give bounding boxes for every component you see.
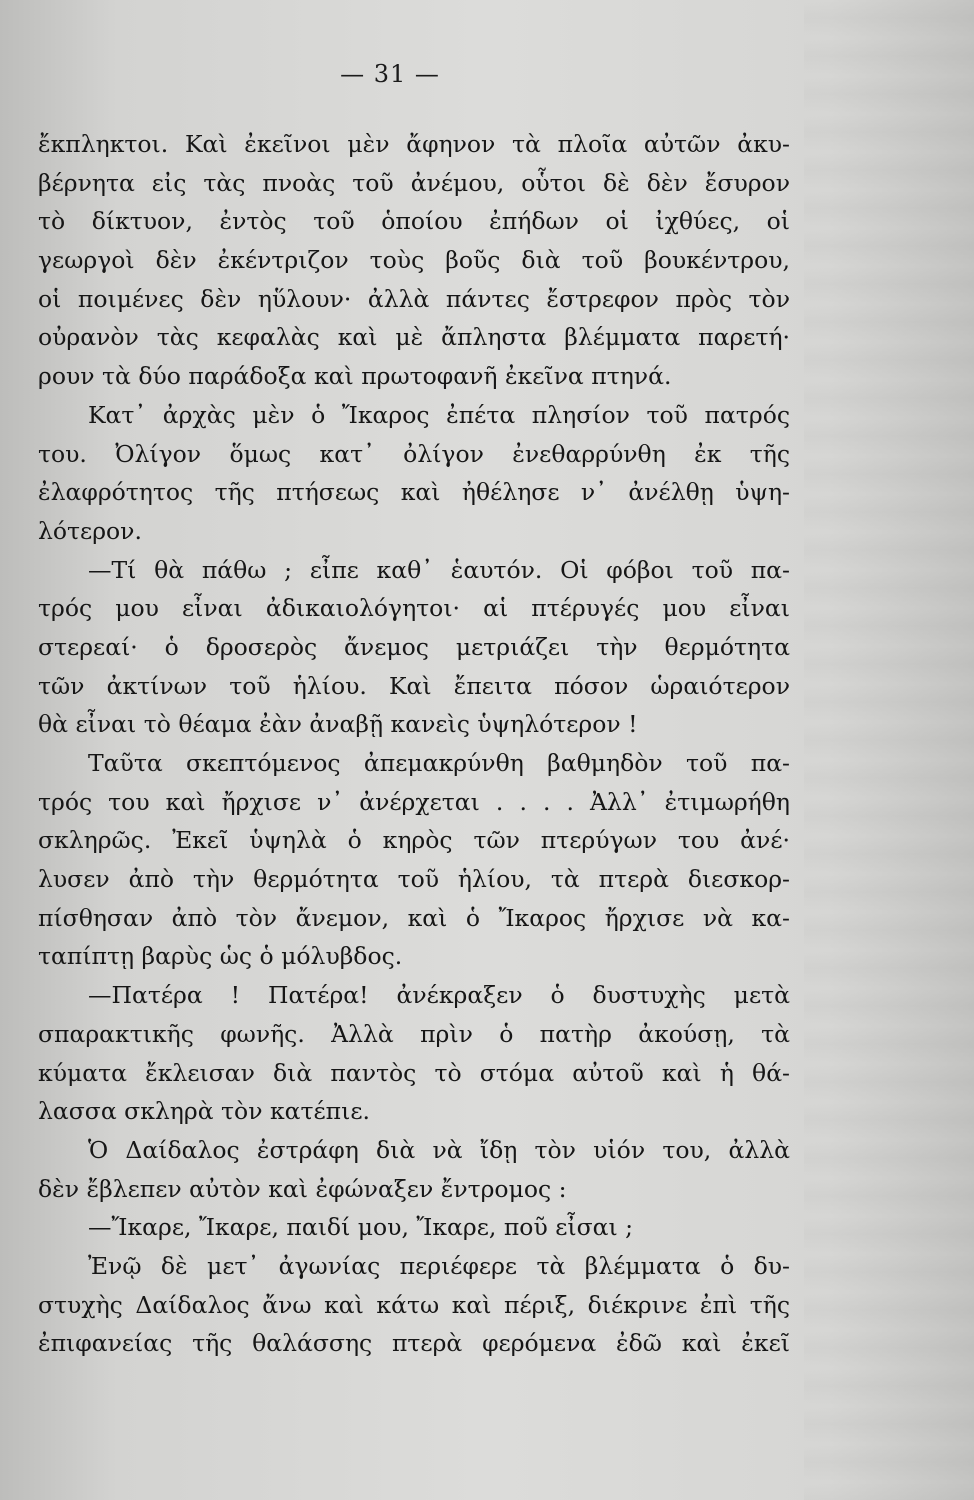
text-line: —Τί θὰ πάθω ; εἶπε καθ᾿ ἑαυτόν. Οἱ φόβοι τοῦ πα- — [88, 555, 790, 584]
text-line: σπαρακτικῆς φωνῆς. Ἀλλὰ πρὶν ὁ πατὴρ ἀκούσῃ, τὰ — [38, 1019, 790, 1048]
text-line: θὰ εἶναι τὸ θέαμα ἐὰν ἀναβῇ κανεὶς ὑψηλότερον ! — [38, 710, 638, 739]
text-line: στερεαί· ὁ δροσερὸς ἄνεμος μετριάζει τὴν θερμότητα — [38, 632, 790, 661]
body-text — [38, 125, 790, 1363]
text-line: τρός του καὶ ἤρχισε ν᾿ ἀνέρχεται . . . . Ἀλλ᾿ ἐτιμωρήθη — [38, 787, 790, 816]
show-through-shadow — [804, 0, 974, 1500]
text-line: Ταῦτα σκεπτόμενος ἀπεμακρύνθη βαθμηδὸν τοῦ πα- — [88, 749, 790, 777]
text-line: βέρνητα εἰς τὰς πνοὰς τοῦ ἀνέμου, οὗτοι δὲ δὲν ἔσυρον — [38, 168, 790, 197]
text-line: κύματα ἔκλεισαν διὰ παντὸς τὸ στόμα αὐτοῦ καὶ ἡ θά- — [38, 1058, 790, 1087]
text-line: σκληρῶς. Ἐκεῖ ὑψηλὰ ὁ κηρὸς τῶν πτερύγων του ἀνέ· — [38, 826, 790, 855]
text-line: στυχὴς Δαίδαλος ἄνω καὶ κάτω καὶ πέριξ, διέκρινε ἐπὶ τῆς — [38, 1290, 790, 1319]
text-line: οἱ ποιμένες δὲν ηὕλουν· ἀλλὰ πάντες ἔστρεφον πρὸς τὸν — [38, 284, 790, 313]
text-line: ρουν τὰ δύο παράδοξα καὶ πρωτοφανῆ ἐκεῖνα πτηνά. — [38, 362, 672, 391]
text-line: δὲν ἔβλεπεν αὐτὸν καὶ ἐφώναξεν ἔντρομος : — [38, 1174, 567, 1203]
text-line: τρός μου εἶναι ἀδικαιολόγητοι· αἱ πτέρυγές μου εἶναι — [38, 594, 790, 623]
text-line: λυσεν ἀπὸ τὴν θερμότητα τοῦ ἡλίου, τὰ πτερὰ διεσκορ- — [38, 865, 790, 894]
page-number: — 31 — — [340, 60, 440, 88]
text-line: ταπίπτῃ βαρὺς ὡς ὁ μόλυβδος. — [38, 942, 403, 971]
text-line: Κατ᾿ ἀρχὰς μὲν ὁ Ἴκαρος ἐπέτα πλησίον τοῦ πατρός — [88, 400, 790, 429]
text-line: πίσθησαν ἀπὸ τὸν ἄνεμον, καὶ ὁ Ἴκαρος ἤρχισε νὰ κα- — [38, 903, 790, 932]
text-line: ἐλαφρότητος τῆς πτήσεως καὶ ἠθέλησε ν᾿ ἀνέλθῃ ὑψη- — [38, 478, 790, 507]
text-line: Ἐνῷ δὲ μετ᾿ ἀγωνίας περιέφερε τὰ βλέμματα ὁ δυ- — [88, 1251, 790, 1280]
text-line: τῶν ἀκτίνων τοῦ ἡλίου. Καὶ ἔπειτα πόσον ὡραιότερον — [38, 671, 790, 700]
text-line: λότερον. — [38, 516, 142, 545]
text-line: —Πατέρα ! Πατέρα! ἀνέκραξεν ὁ δυστυχὴς μετὰ — [88, 981, 790, 1010]
text-line: Ὁ Δαίδαλος ἐστράφη διὰ νὰ ἴδῃ τὸν υἱόν του, ἀλλὰ — [88, 1135, 790, 1164]
text-line: γεωργοὶ δὲν ἐκέντριζον τοὺς βοῦς διὰ τοῦ βουκέντρου, — [38, 246, 790, 275]
text-line: οὐρανὸν τὰς κεφαλὰς καὶ μὲ ἄπληστα βλέμματα παρετή· — [38, 323, 790, 352]
text-line: λασσα σκληρὰ τὸν κατέπιε. — [38, 1097, 370, 1126]
text-line: τὸ δίκτυον, ἐντὸς τοῦ ὁποίου ἐπήδων οἱ ἰχθύες, οἱ — [38, 207, 790, 236]
text-line: —Ἴκαρε, Ἴκαρε, παιδί μου, Ἴκαρε, ποῦ εἶσαι ; — [88, 1213, 634, 1242]
text-line: ἔκπληκτοι. Καὶ ἐκεῖνοι μὲν ἄφηνον τὰ πλοῖα αὐτῶν ἀκυ- — [38, 130, 790, 158]
text-line: του. Ὀλίγον ὅμως κατ᾿ ὀλίγον ἐνεθαρρύνθη ἐκ τῆς — [38, 439, 790, 468]
text-line: ἐπιφανείας τῆς θαλάσσης πτερὰ φερόμενα ἐδῶ καὶ ἐκεῖ — [38, 1329, 790, 1358]
